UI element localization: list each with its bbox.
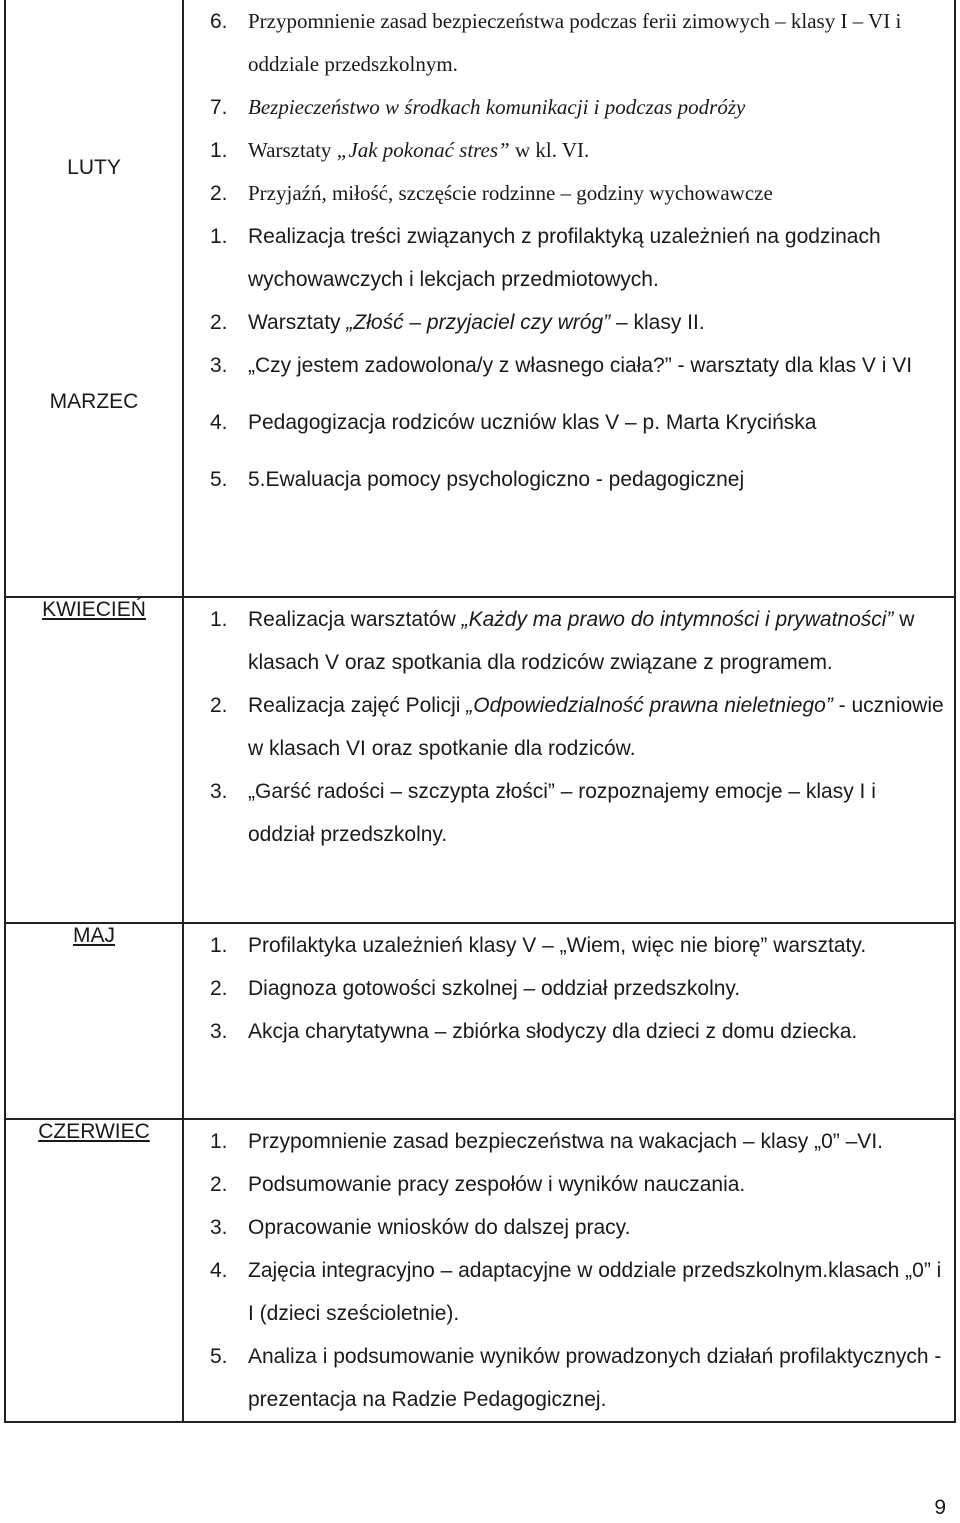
list-item: 2. Podsumowanie pracy zespołów i wyników nauczania. — [210, 1173, 746, 1196]
list-item: 3. Opracowanie wniosków do dalszej pracy. — [210, 1216, 631, 1239]
month-marzec: MARZEC — [49, 390, 139, 413]
content-czerwiec — [183, 1119, 955, 1422]
list-item: 3. Akcja charytatywna – zbiórka słodyczy dla dzieci z domu dziecka. — [210, 1020, 858, 1043]
row-kwiecien — [5, 597, 955, 923]
page-number: 9 — [934, 1496, 946, 1519]
list-item: 2. Realizacja zajęć Policji „Odpowiedzialność prawna nieletniego” - uczniowie w klasach VI oraz spotkanie dla rodziców. — [210, 694, 944, 760]
content-maj — [183, 923, 955, 1119]
month-maj: MAJ — [5, 923, 183, 1119]
list-item: 3. „Garść radości – szczypta złości” – rozpoznajemy emocje – klasy I i oddział przedszkolny. — [210, 780, 876, 846]
list-item: 3. „Czy jestem zadowolona/y z własnego ciała?” - warsztaty dla klas V i VI — [210, 354, 913, 377]
row-maj — [5, 923, 955, 1119]
month-kwiecien: KWIECIEŃ — [5, 597, 183, 923]
list-item: 2. Diagnoza gotowości szkolnej – oddział przedszkolny. — [210, 977, 741, 1000]
row-czerwiec — [5, 1119, 955, 1422]
content-kwiecien — [183, 597, 955, 923]
list-item: 1. Realizacja warsztatów „Każdy ma prawo do intymności i prywatności” w klasach V oraz spotkania dla rodziców związane z programem. — [210, 608, 915, 674]
list-item: 5. Analiza i podsumowanie wyników prowadzonych działań profilaktycznych - prezentacja na Radzie Pedagogicznej. — [210, 1345, 942, 1411]
month-czerwiec: CZERWIEC — [5, 1119, 183, 1422]
month-cell-luty-marzec — [5, 0, 183, 597]
list-item: 7. Bezpieczeństwo w środkach komunikacji i podczas podróży — [210, 95, 746, 119]
list-item: 1. Profilaktyka uzależnień klasy V – „Wiem, więc nie biorę” warsztaty. — [210, 934, 867, 957]
list-item: 1. Realizacja treści związanych z profilaktyką uzależnień na godzinach wychowawczych i lekcjach przedmiotowych. — [210, 225, 881, 291]
list-item: 1. Przypomnienie zasad bezpieczeństwa na wakacjach – klasy „0” –VI. — [210, 1130, 883, 1153]
list-item: 2. Warsztaty „Złość – przyjaciel czy wróg” – klasy II. — [210, 311, 705, 334]
list-item: 4. Zajęcia integracyjno – adaptacyjne w oddziale przedszkolnym.klasach „0” i I (dzieci sześcioletnie). — [210, 1259, 942, 1325]
list-item: 1. Warsztaty „Jak pokonać stres” w kl. VI. — [210, 138, 590, 162]
list-item: 2. Przyjaźń, miłość, szczęście rodzinne – godziny wychowawcze — [210, 181, 773, 205]
list-item: 5. 5.Ewaluacja pomocy psychologiczno - pedagogicznej — [210, 468, 745, 491]
row-luty-marzec — [5, 0, 955, 597]
list-item: 4. Pedagogizacja rodziców uczniów klas V – p. Marta Krycińska — [210, 411, 817, 434]
list-item: 6. Przypomnienie zasad bezpieczeństwa podczas ferii zimowych – klasy I – VI i oddziale przedszkolnym. — [210, 9, 902, 76]
month-luty: LUTY — [67, 156, 121, 179]
plan-table — [4, 0, 956, 1423]
content-luty-marzec — [183, 0, 955, 597]
